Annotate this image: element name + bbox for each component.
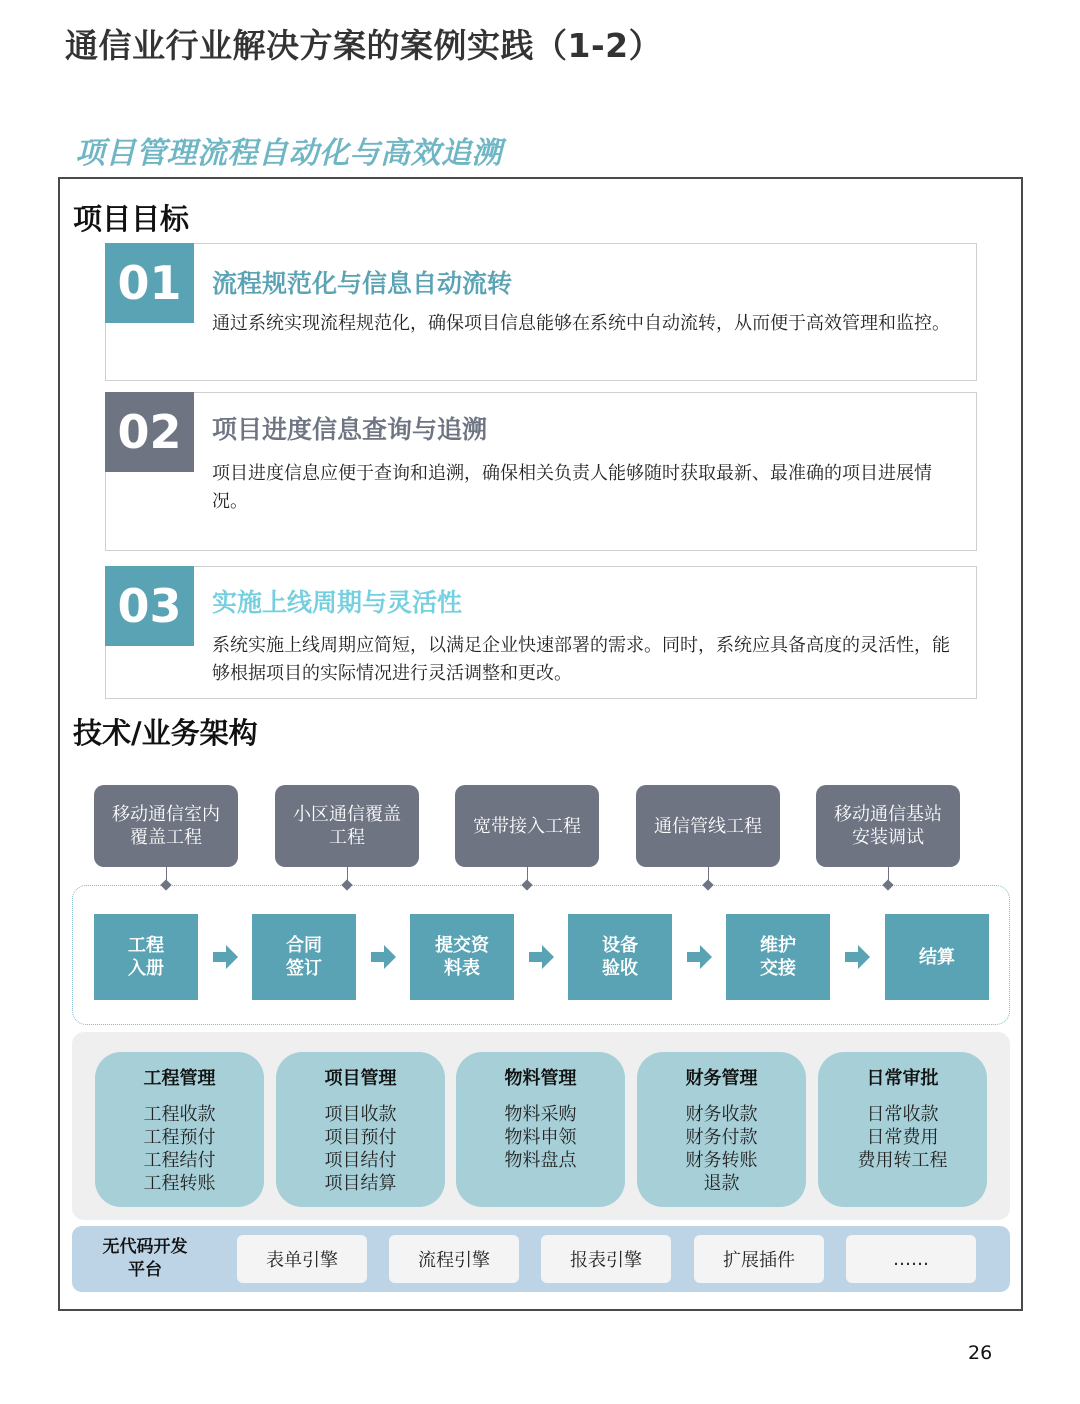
- flow-step-label: 结算: [919, 946, 955, 968]
- project-category: 通信管线工程: [636, 785, 780, 867]
- module-item: 项目收款: [324, 1104, 397, 1125]
- arrow-right-icon: [211, 943, 239, 971]
- goal-title: 实施上线周期与灵活性: [212, 588, 463, 617]
- goal-card: [105, 566, 977, 699]
- arrow-right-icon: [685, 943, 713, 971]
- goals-heading: 项目目标: [73, 202, 190, 236]
- module-item: 工程转账: [143, 1173, 216, 1194]
- arrow-right-icon: [527, 943, 555, 971]
- module-item: 工程结付: [143, 1150, 216, 1171]
- flow-step-label: 维护交接: [760, 935, 796, 979]
- engine-box: 表单引擎: [237, 1235, 367, 1283]
- goal-number: 01: [105, 243, 194, 323]
- project-category: 小区通信覆盖工程: [275, 785, 419, 867]
- module-item: 日常费用: [866, 1127, 939, 1148]
- goal-description: 系统实施上线周期应简短，以满足企业快速部署的需求。同时，系统应具备高度的灵活性，能够根据项目的实际情况进行灵活调整和更改。: [212, 635, 950, 684]
- module-item: 物料采购: [504, 1104, 577, 1125]
- goal-card: [105, 392, 977, 551]
- goal-number: 02: [105, 392, 194, 472]
- goal-card: [105, 243, 977, 381]
- module-title: 财务管理: [685, 1068, 758, 1089]
- goal-number: 03: [105, 566, 194, 646]
- module-title: 项目管理: [324, 1068, 397, 1089]
- goal-description: 项目进度信息应便于查询和追溯，确保相关负责人能够随时获取最新、最准确的项目进展情况。: [212, 463, 932, 512]
- module-item: 费用转工程: [857, 1150, 948, 1171]
- module-card: [276, 1052, 445, 1207]
- module-item: 日常收款: [866, 1104, 939, 1125]
- engine-box: 扩展插件: [694, 1235, 824, 1283]
- flow-step: [726, 914, 830, 1000]
- module-title: 物料管理: [504, 1068, 577, 1089]
- module-item: 物料申领: [504, 1127, 577, 1148]
- flow-step: [252, 914, 356, 1000]
- platform-label: [90, 1236, 200, 1282]
- goal-description: 通过系统实现流程规范化，确保项目信息能够在系统中自动流转，从而便于高效管理和监控。: [212, 313, 950, 334]
- module-card: [95, 1052, 264, 1207]
- arrow-right-icon: [369, 943, 397, 971]
- goal-title: 流程规范化与信息自动流转: [212, 269, 513, 298]
- flow-step: [410, 914, 514, 1000]
- project-category: 移动通信室内覆盖工程: [94, 785, 238, 867]
- module-item: 项目预付: [324, 1127, 397, 1148]
- architecture-heading: 技术/业务架构: [73, 716, 258, 750]
- module-item: 工程收款: [143, 1104, 216, 1125]
- module-item: 财务收款: [685, 1104, 758, 1125]
- module-card: [818, 1052, 987, 1207]
- page-subtitle: 项目管理流程自动化与高效追溯: [75, 136, 502, 171]
- engine-box: 流程引擎: [389, 1235, 519, 1283]
- module-item: 物料盘点: [504, 1150, 577, 1171]
- module-card: [637, 1052, 806, 1207]
- goal-title: 项目进度信息查询与追溯: [212, 415, 488, 444]
- engine-box: 报表引擎: [541, 1235, 671, 1283]
- project-category: 宽带接入工程: [455, 785, 599, 867]
- flow-step-label: 工程入册: [128, 935, 164, 979]
- module-title: 工程管理: [143, 1068, 216, 1089]
- module-item: 工程预付: [143, 1127, 216, 1148]
- flow-step-label: 合同签订: [286, 935, 322, 979]
- engine-box: ……: [846, 1235, 976, 1283]
- flow-step: [94, 914, 198, 1000]
- page-number: 26: [968, 1342, 993, 1364]
- module-item: 项目结付: [324, 1150, 397, 1171]
- module-title: 日常审批: [866, 1068, 939, 1089]
- module-item: 财务付款: [685, 1127, 758, 1148]
- module-item: 项目结算: [324, 1173, 397, 1194]
- module-item: 退款: [703, 1173, 740, 1194]
- page-title: 通信业行业解决方案的案例实践（1-2）: [65, 26, 663, 65]
- arrow-right-icon: [843, 943, 871, 971]
- flow-step: [568, 914, 672, 1000]
- flow-step: [885, 914, 989, 1000]
- module-card: [456, 1052, 625, 1207]
- platform-label-text: 无代码开发平台: [102, 1237, 188, 1280]
- flow-step-label: 设备验收: [602, 935, 638, 979]
- module-item: 财务转账: [685, 1150, 758, 1171]
- flow-step-label: 提交资料表: [435, 935, 489, 979]
- project-category: 移动通信基站安装调试: [816, 785, 960, 867]
